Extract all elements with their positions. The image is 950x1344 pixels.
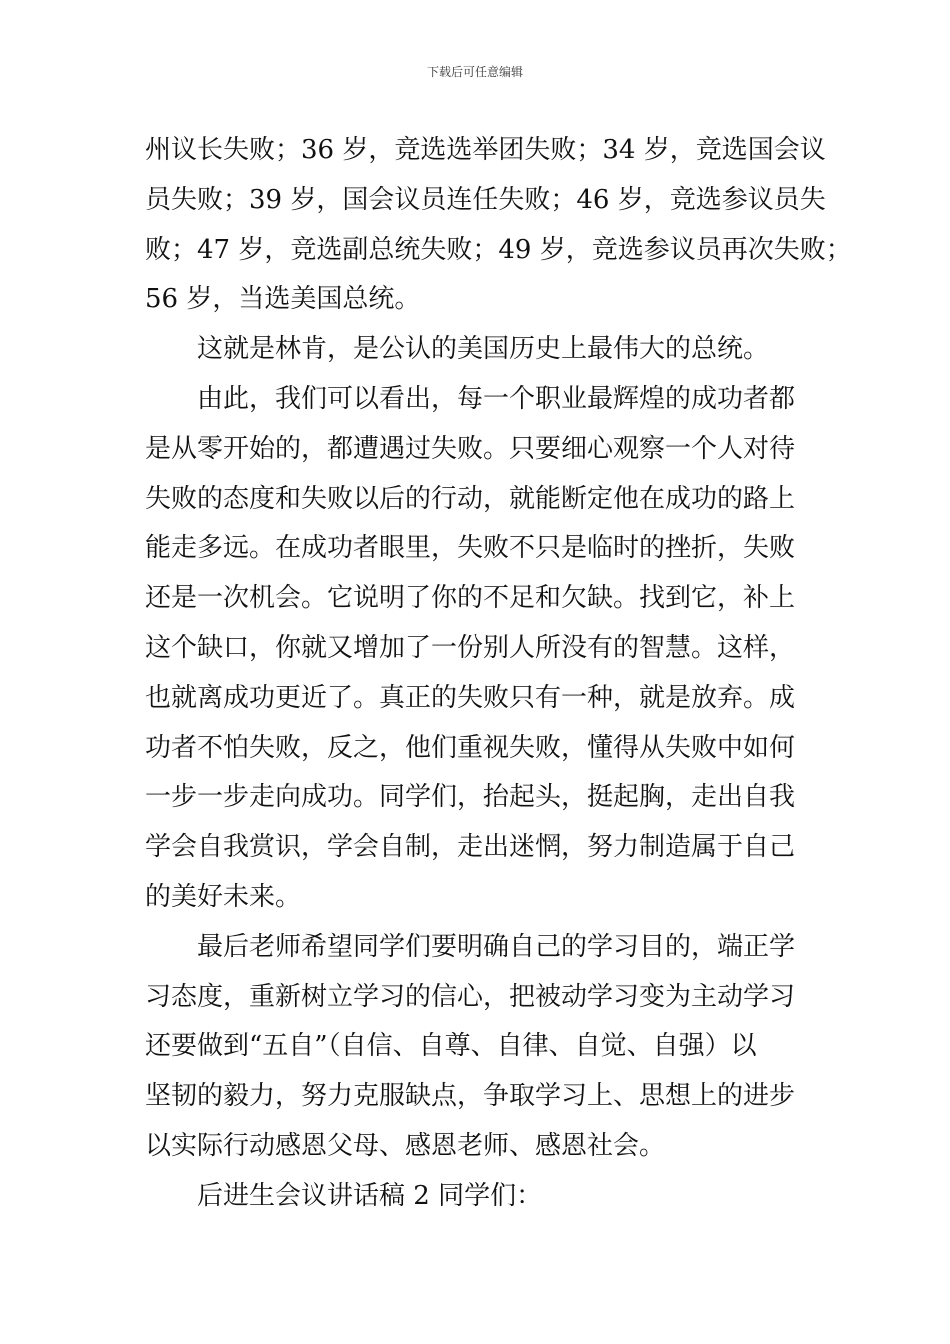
text-line: 一步一步走向成功。同学们，抬起头，挺起胸，走出自我 <box>145 782 796 813</box>
paragraph-first-line: 这就是林肯，是公认的美国历史上最伟大的总统。 <box>197 334 770 365</box>
text-line: 州议长失败；36 岁，竞选选举团失败；34 岁，竞选国会议 <box>145 135 826 165</box>
text-line: 学会自我赏识，学会自制，走出迷惘，努力制造属于自己 <box>145 832 796 863</box>
text-line: 员失败；39 岁，国会议员连任失败；46 岁，竞选参议员失 <box>145 184 826 215</box>
page-header: 下载后可任意编辑 <box>426 65 523 79</box>
text-line: 还是一次机会。它说明了你的不足和欠缺。找到它，补上 <box>145 583 796 614</box>
paragraph-first-line: 最后老师希望同学们要明确自己的学习目的，端正学 <box>197 931 796 962</box>
text-line: 以实际行动感恩父母、感恩老师、感恩社会。 <box>145 1130 666 1161</box>
text-line: 还要做到“五自”（自信、自尊、自律、自觉、自强）以 <box>145 1031 757 1062</box>
text-line: 的美好未来。 <box>145 881 302 912</box>
text-line: 能走多远。在成功者眼里，失败不只是临时的挫折，失败 <box>145 533 796 564</box>
text-line: 功者不怕失败，反之，他们重视失败，懂得从失败中如何 <box>145 732 796 763</box>
text-line: 败；47 岁，竞选副总统失败；49 岁，竞选参议员再次失败； <box>145 234 852 265</box>
document-body <box>145 126 852 1222</box>
section-heading: 后进生会议讲话稿 2 同学们： <box>197 1180 543 1211</box>
text-line: 失败的态度和失败以后的行动，就能断定他在成功的路上 <box>145 483 796 514</box>
text-line: 坚韧的毅力，努力克服缺点，争取学习上、思想上的进步 <box>145 1081 796 1112</box>
text-line: 也就离成功更近了。真正的失败只有一种，就是放弃。成 <box>145 682 796 713</box>
text-line: 是从零开始的，都遭遇过失败。只要细心观察一个人对待 <box>145 433 796 464</box>
text-line: 习态度，重新树立学习的信心，把被动学习变为主动学习 <box>145 981 796 1012</box>
text-line: 56 岁，当选美国总统。 <box>145 284 421 315</box>
paragraph-first-line: 由此，我们可以看出，每一个职业最辉煌的成功者都 <box>197 383 796 414</box>
text-line: 这个缺口，你就又增加了一份别人所没有的智慧。这样， <box>145 632 796 663</box>
